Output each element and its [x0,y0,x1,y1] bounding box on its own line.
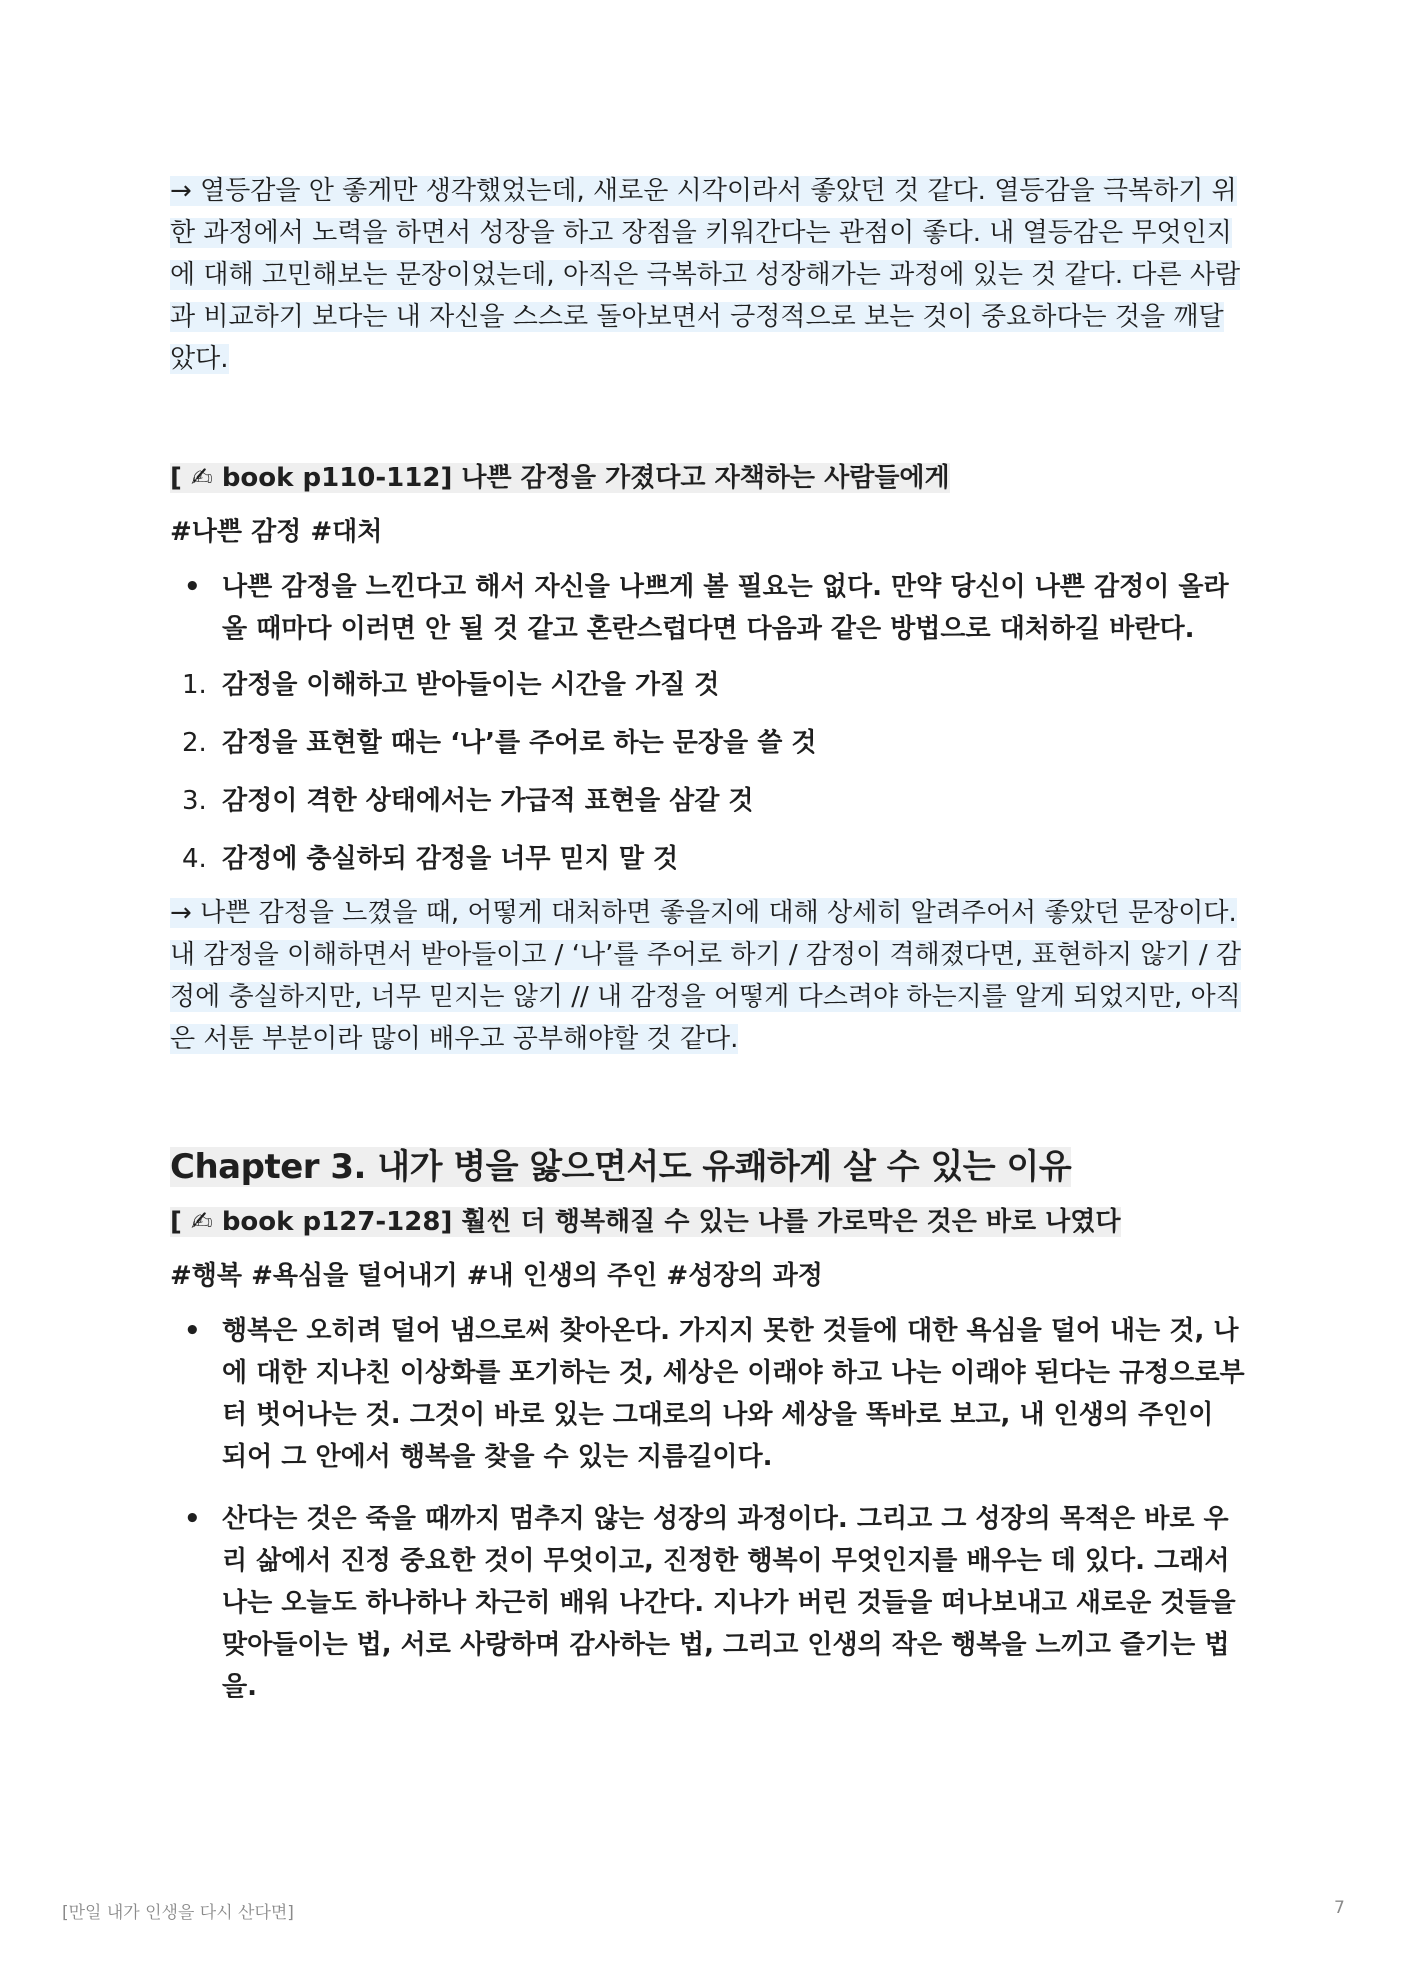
book-quote-heading-highlight [170,463,950,493]
list-number: 1. [182,670,207,700]
list-item-text: 행복은 오히려 덜어 냄으로써 찾아온다. 가지지 못한 것들에 대한 욕심을 덜어 내는 것, 나에 대한 지나친 이상화를 포기하는 것, 세상은 이래야 하고 나는 이래야 된다는 규정으로부터 벗어나는 것. 그것이 바로 있는 그대로의 나와 세상을 똑바로 보고, 내 인생의 주인이 되어 그 안에서 행복을 찾을 수 있는 지름길이다. [222,1316,1245,1472]
book-quote-heading-text: book p127-128] 훨씬 더 행복해질 수 있는 나를 가로막은 것은 바로 나였다 [221,1207,1121,1237]
footer-document-title: [만일 내가 인생을 다시 산다면] [62,1903,294,1923]
list-number: 4. [182,844,207,874]
book-quote-heading [170,1202,1245,1242]
list-number: 2. [182,728,207,758]
book-quote-heading-highlight [170,1207,1121,1237]
reflection-text: → 열등감을 안 좋게만 생각했었는데, 새로운 시각이라서 좋았던 것 같다. 열등감을 극복하기 위한 과정에서 노력을 하면서 성장을 하고 장점을 키워간다는 관점이 좋다. 내 열등감은 무엇인지에 대해 고민해보는 문장이었는데, 아직은 극복하고 성장해가는 과정에 있는 것 같다. 다른 사람과 비교하기 보다는 내 자신을 스스로 돌아보면서 긍정적으로 보는 것이 중요하다는 것을 깨달았다. [170,176,1241,374]
list-item [170,664,1245,706]
bracket-open: [ [170,463,182,493]
numbered-list [170,664,1245,880]
bullet-icon: • [184,1504,201,1534]
hashtags: #나쁜 감정 #대처 [170,517,383,547]
list-item-text: 감정이 격한 상태에서는 가급적 표현을 삼갈 것 [222,786,754,816]
document-body [170,170,1245,1708]
page-number: 7 [1334,1898,1345,1918]
chapter-title-text: Chapter 3. 내가 병을 앓으면서도 유쾌하게 살 수 있는 이유 [170,1147,1072,1187]
list-item [170,566,1245,650]
list-item-text: 감정을 표현할 때는 ‘나’를 주어로 하는 문장을 쓸 것 [222,728,817,758]
bullet-list [170,566,1245,650]
list-item-text: 감정에 충실하되 감정을 너무 믿지 말 것 [222,844,679,874]
bullet-list [170,1310,1245,1708]
list-item [170,780,1245,822]
list-item-text: 감정을 이해하고 받아들이는 시간을 가질 것 [222,670,720,700]
hashtags: #행복 #욕심을 덜어내기 #내 인생의 주인 #성장의 과정 [170,1261,823,1291]
book-quote-heading [170,458,1245,498]
bullet-icon: • [184,572,201,602]
list-item [170,722,1245,764]
writing-hand-icon: ✍ [190,1207,213,1237]
book-quote-heading-text: book p110-112] 나쁜 감정을 가졌다고 자책하는 사람들에게 [221,463,950,493]
reflection-paragraph [170,170,1245,380]
list-item [170,1310,1245,1478]
chapter-title [170,1142,1245,1192]
list-number: 3. [182,786,207,816]
writing-hand-icon: ✍ [190,463,213,493]
reflection-paragraph [170,892,1245,1060]
list-item-text: 산다는 것은 죽을 때까지 멈추지 않는 성장의 과정이다. 그리고 그 성장의 목적은 바로 우리 삶에서 진정 중요한 것이 무엇이고, 진정한 행복이 무엇인지를 배우는 데 있다. 그래서 나는 오늘도 하나하나 차근히 배워 나간다. 지나가 버린 것들을 떠나보내고 새로운 것들을 맞아들이는 법, 서로 사랑하며 감사하는 법, 그리고 인생의 작은 행복을 느끼고 즐기는 법을. [222,1504,1236,1702]
bracket-open: [ [170,1207,182,1237]
list-item-text: 나쁜 감정을 느낀다고 해서 자신을 나쁘게 볼 필요는 없다. 만약 당신이 나쁜 감정이 올라올 때마다 이러면 안 될 것 같고 혼란스럽다면 다음과 같은 방법으로 대처하길 바란다. [222,572,1229,644]
list-item [170,1498,1245,1708]
bullet-icon: • [184,1316,201,1346]
reflection-text: → 나쁜 감정을 느꼈을 때, 어떻게 대처하면 좋을지에 대해 상세히 알려주어서 좋았던 문장이다. 내 감정을 이해하면서 받아들이고 / ‘나’를 주어로 하기 / 감정이 격해졌다면, 표현하지 않기 / 감정에 충실하지만, 너무 믿지는 않기 // 내 감정을 어떻게 다스려야 하는지를 알게 되었지만, 아직은 서툰 부분이라 많이 배우고 공부해야할 것 같다. [170,898,1241,1054]
list-item [170,838,1245,880]
